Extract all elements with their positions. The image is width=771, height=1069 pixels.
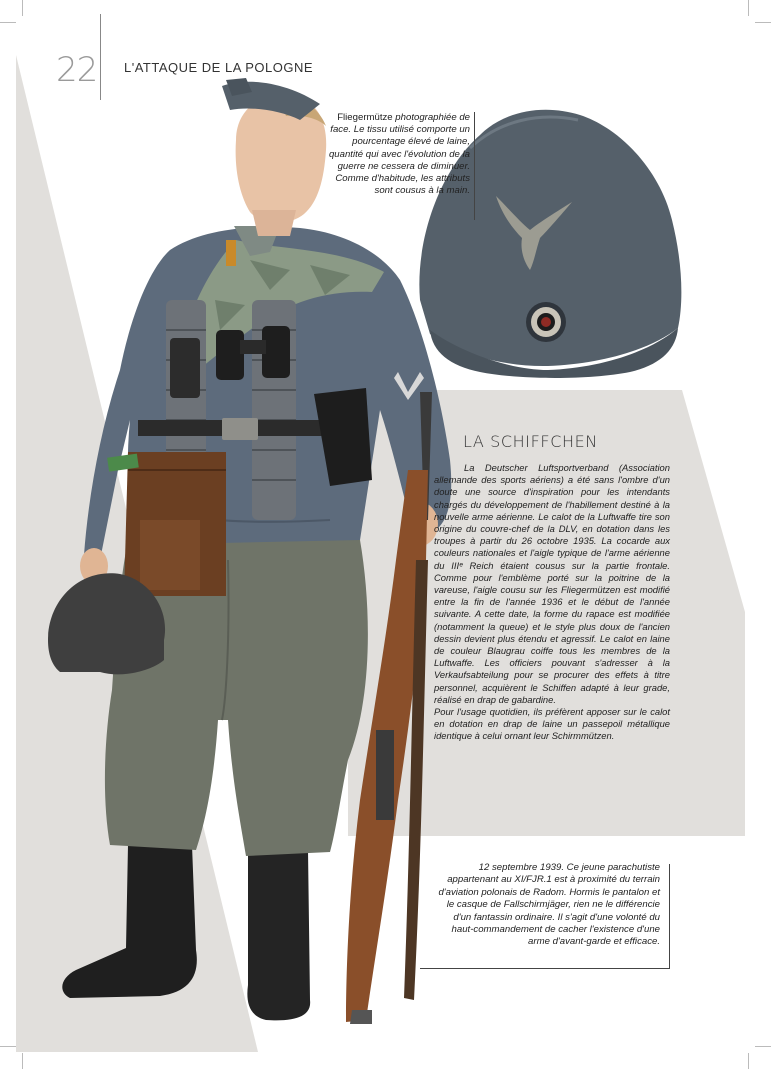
body-paragraph: La Deutscher Luftsportverband (Association allemande des sports aériens) a été sans l'ombre d'un doute une source d'inspiration pour les intendants chargés du développement de l'habillement destiné à la nouvelle arme aérienne. Le calot de la Luftwaffe tire son origine du couvre-chef de la DLV, en dotation dans les troupes à partir du 26 octobre 1935. La cocarde aux couleurs nationales et l'aigle typique de l'arme aérienne du IIIᵉ Reich étaient cousus sur la partie frontale. Comme pour l'emblème porté sur la poitrine de la vareuse, l'aigle cousu sur les Fliegermützen est modifié entre la fin de l'année 1936 et le début de l'année suivante. A cette date, la forme du rapace est modifiée (notamment la queue) et le style plus doux de l'ancien dessin devient plus étendu et agressif. Le calot en laine de couleur Blaugrau coiffe tous les membres de la Luftwaffe. Les officiers pouvant s'adresser à la Verkaufsabteilung pour se procurer des effets à titre personnel, acquièrent le Schiffen adapté à leur grade, réalisé en drap de gabardine. — [434, 462, 670, 705]
caption-bottom: 12 septembre 1939. Ce jeune parachutiste appartenant au XI/FJR.1 est à proximité du terrain d'aviation polonais de Radom. Hormis le pantalon et le casque de Fallschirmjäger, rien ne le différencie d'un fantassin ordinaire. Il s'agit d'une volonté du haut-commandement de cacher l'existence d'une arme d'avant-garde et efficace. — [438, 862, 660, 948]
header-rule — [100, 14, 101, 100]
caption-bottom-rule — [420, 968, 670, 969]
body-paragraph: Pour l'usage quotidien, ils préfèrent apposer sur le calot en dotation en drap de laine un passepoil métallique identique à celui ornant leur Schirmmützen. — [434, 706, 670, 742]
running-head: L'ATTAQUE DE LA POLOGNE — [124, 60, 314, 75]
caption-top — [320, 112, 470, 197]
caption-top-rule — [474, 112, 475, 220]
caption-top-text: photographiée de face. Le tissu utilisé comporte un pourcentage élevé de laine, quantité qui avec l'évolution de la guerre ne cessera de diminuer. Comme d'habitude, les attributs sont cousus à la main. — [328, 112, 470, 197]
caption-top-term: Fliegermütze — [337, 112, 393, 123]
section-body — [434, 462, 670, 743]
page-number: 22 — [56, 50, 98, 90]
caption-bottom-rule — [669, 864, 670, 968]
section-title: LA SCHIFFCHEN — [463, 432, 598, 451]
